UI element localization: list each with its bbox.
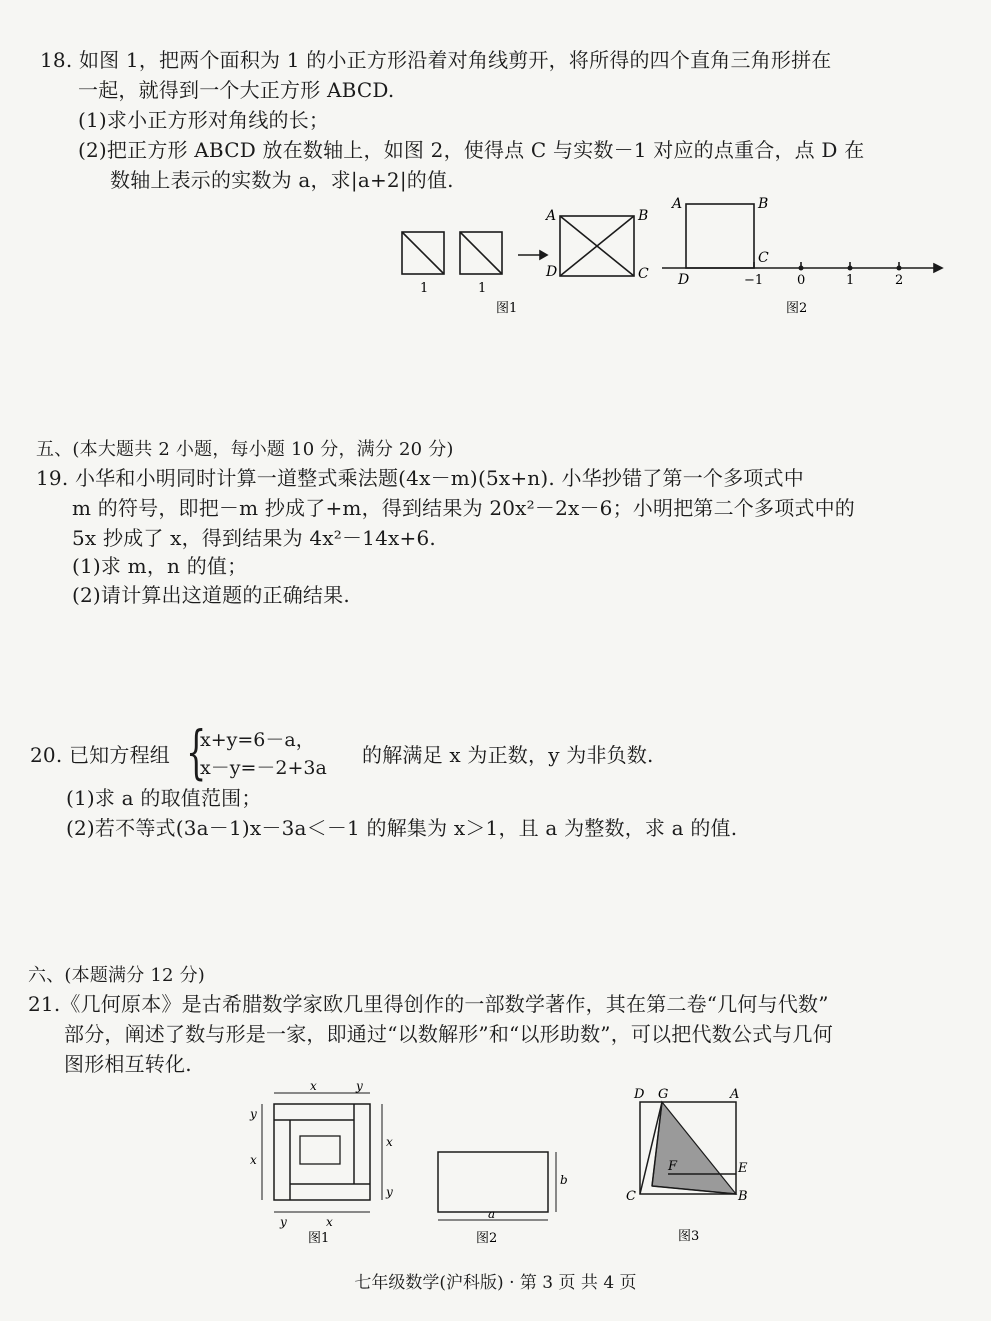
q20-eq1: x+y=6－a， bbox=[200, 729, 315, 751]
q20-tail: 的解满足 x 为正数，y 为非负数. bbox=[362, 743, 654, 767]
q20-part1: (1)求 a 的取值范围； bbox=[66, 786, 262, 810]
q19-line1: 19. 小华和小明同时计算一道整式乘法题(4x－m)(5x+n). 小华抄错了第一个多项式中 bbox=[36, 466, 804, 490]
svg-text:B: B bbox=[738, 1189, 748, 1204]
svg-text:2: 2 bbox=[895, 273, 904, 288]
svg-text:C: C bbox=[638, 266, 649, 282]
q19-line2: m 的符号，即把－m 抄成了+m，得到结果为 20x²－2x－6；小明把第二个多项式中的 bbox=[72, 496, 855, 520]
page-footer: 七年级数学(沪科版) · 第 3 页 共 4 页 bbox=[354, 1273, 637, 1293]
svg-text:y: y bbox=[356, 1079, 363, 1093]
svg-text:x: x bbox=[310, 1079, 317, 1093]
svg-text:G: G bbox=[658, 1087, 669, 1102]
square-abcd bbox=[686, 204, 754, 268]
svg-text:B: B bbox=[758, 196, 769, 212]
svg-text:D: D bbox=[546, 264, 558, 280]
caption-fig1: 图1 bbox=[496, 301, 518, 316]
q18-part1: (1)求小正方形对角线的长； bbox=[78, 108, 330, 132]
q21-caption-fig1: 图1 bbox=[308, 1231, 330, 1246]
q18-part2-cont: 数轴上表示的实数为 a，求|a+2|的值. bbox=[110, 168, 454, 192]
svg-text:D: D bbox=[678, 272, 690, 288]
svg-text:b: b bbox=[560, 1173, 568, 1187]
q21-figure1 bbox=[240, 1076, 400, 1248]
small-label-1: 1 bbox=[420, 281, 429, 296]
q20-part2: (2)若不等式(3a－1)x－3a＜－1 的解集为 x＞1，且 a 为整数，求 a 的值. bbox=[66, 816, 738, 840]
q18-part2: (2)把正方形 ABCD 放在数轴上，如图 2，使得点 C 与实数－1 对应的点重合，点 D 在 bbox=[78, 138, 865, 162]
svg-text:y: y bbox=[250, 1107, 257, 1121]
q21-line2: 部分，阐述了数与形是一家，即通过“以数解形”和“以形助数”，可以把代数公式与几何 bbox=[64, 1022, 833, 1046]
q19-part1: (1)求 m，n 的值； bbox=[72, 554, 248, 578]
svg-text:y: y bbox=[386, 1185, 393, 1199]
q18-figure2 bbox=[656, 190, 946, 320]
q21-figure3 bbox=[618, 1080, 768, 1248]
section6-heading: 六、(本题满分 12 分) bbox=[28, 965, 205, 986]
q18-line1: 18. 如图 1，把两个面积为 1 的小正方形沿着对角线剪开，将所得的四个直角三角形拼在 bbox=[40, 48, 832, 72]
q20-lead: 20. 已知方程组 bbox=[30, 743, 170, 767]
q21-figure2 bbox=[428, 1138, 578, 1248]
svg-text:A: A bbox=[672, 196, 683, 212]
q20-eq2: x－y=－2+3a bbox=[200, 757, 327, 779]
svg-text:x: x bbox=[386, 1135, 393, 1149]
svg-text:B: B bbox=[638, 208, 649, 224]
q21-line1: 21.《几何原本》是古希腊数学家欧几里得创作的一部数学著作，其在第二卷“几何与代数” bbox=[28, 992, 829, 1016]
svg-text:F: F bbox=[668, 1159, 678, 1174]
svg-text:A: A bbox=[546, 208, 557, 224]
q20-equation-system: { x+y=6－a， x－y=－2+3a bbox=[186, 718, 327, 786]
svg-text:C: C bbox=[626, 1189, 636, 1204]
svg-text:D: D bbox=[634, 1087, 645, 1102]
q18-figure1 bbox=[390, 200, 650, 320]
q21-caption-fig2: 图2 bbox=[476, 1231, 498, 1246]
shaded-region bbox=[652, 1102, 736, 1194]
svg-text:C: C bbox=[758, 250, 769, 266]
svg-text:x: x bbox=[326, 1215, 333, 1229]
svg-text:x: x bbox=[250, 1153, 257, 1167]
section5-heading: 五、(本大题共 2 小题，每小题 10 分，满分 20 分) bbox=[36, 439, 454, 460]
caption-fig2: 图2 bbox=[786, 301, 808, 316]
q18-line2: 一起，就得到一个大正方形 ABCD. bbox=[78, 78, 395, 102]
q19-part2: (2)请计算出这道题的正确结果. bbox=[72, 583, 350, 607]
q19-line3: 5x 抄成了 x，得到结果为 4x²－14x+6. bbox=[72, 526, 436, 550]
svg-text:a: a bbox=[488, 1207, 496, 1221]
q21-line3: 图形相互转化. bbox=[64, 1052, 192, 1076]
svg-text:y: y bbox=[280, 1215, 287, 1229]
svg-text:A: A bbox=[730, 1087, 740, 1102]
svg-text:−1: −1 bbox=[744, 273, 764, 288]
svg-text:0: 0 bbox=[797, 273, 806, 288]
small-label-2: 1 bbox=[478, 281, 487, 296]
svg-text:E: E bbox=[738, 1161, 748, 1176]
svg-text:1: 1 bbox=[846, 273, 855, 288]
q21-caption-fig3: 图3 bbox=[678, 1229, 700, 1244]
